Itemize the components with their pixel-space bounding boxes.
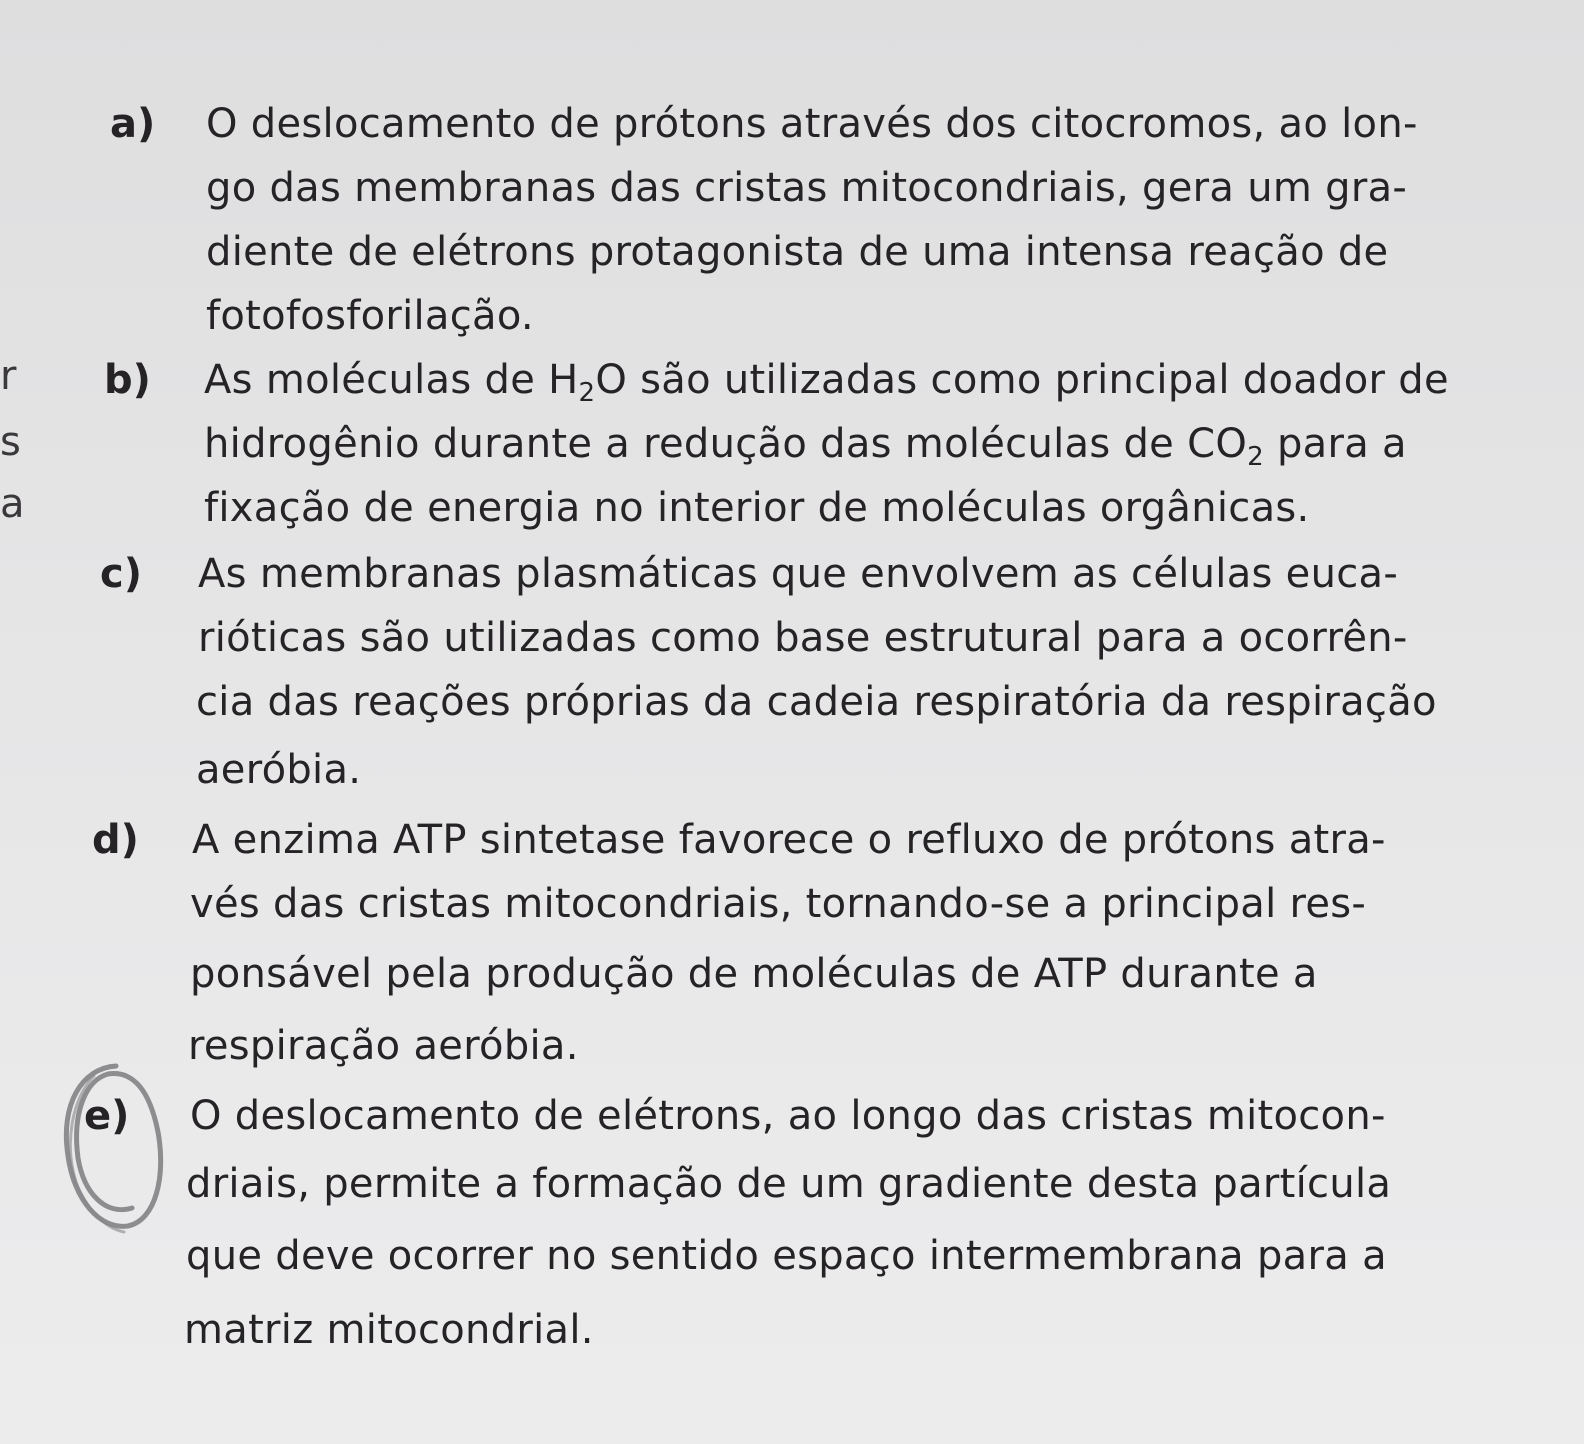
option-c-line: aeróbia. xyxy=(196,747,362,793)
option-a-line: fotofosforilação. xyxy=(206,293,534,339)
option-a-letter: a) xyxy=(110,101,156,147)
subscript: 2 xyxy=(578,378,596,408)
option-c-line: As membranas plasmáticas que envolvem as células euca- xyxy=(198,551,1399,597)
option-d-line: respiração aeróbia. xyxy=(188,1023,579,1069)
margin-mark: a xyxy=(0,481,25,527)
option-c-letter: c) xyxy=(100,551,142,597)
option-b-letter: b) xyxy=(104,357,151,403)
option-d-line: vés das cristas mitocondriais, tornando-se a principal res- xyxy=(190,881,1367,927)
option-d-letter: d) xyxy=(92,817,139,863)
subscript: 2 xyxy=(1247,442,1264,472)
option-b-line-2 xyxy=(204,420,1407,481)
option-a-line: diente de elétrons protagonista de uma intensa reação de xyxy=(206,229,1389,275)
option-c-line: cia das reações próprias da cadeia respiratória da respiração xyxy=(196,679,1437,725)
text-segment: O são utilizadas como principal doador de xyxy=(595,357,1449,403)
option-d-line: ponsável pela produção de moléculas de ATP durante a xyxy=(190,951,1318,997)
option-e-letter: e) xyxy=(84,1093,130,1139)
option-a-line: go das membranas das cristas mitocondriais, gera um gra- xyxy=(206,165,1408,211)
option-e-line: O deslocamento de elétrons, ao longo das cristas mitocon- xyxy=(190,1093,1386,1139)
margin-mark: s xyxy=(0,419,21,465)
text-segment: As moléculas de H xyxy=(204,357,579,403)
text-segment: para a xyxy=(1263,421,1407,467)
option-b-line-1 xyxy=(204,356,1449,417)
option-e-line: que deve ocorrer no sentido espaço intermembrana para a xyxy=(186,1233,1387,1279)
option-d-line: A enzima ATP sintetase favorece o refluxo de prótons atra- xyxy=(192,817,1386,863)
option-a-line: O deslocamento de prótons através dos citocromos, ao lon- xyxy=(206,101,1418,147)
pencil-circle-mark xyxy=(54,1058,172,1236)
margin-mark: r xyxy=(0,353,17,399)
option-e-line: driais, permite a formação de um gradiente desta partícula xyxy=(186,1161,1392,1207)
option-b-line-3: fixação de energia no interior de moléculas orgânicas. xyxy=(204,485,1310,531)
option-e-line: matriz mitocondrial. xyxy=(184,1307,594,1353)
option-c-line: rióticas são utilizadas como base estrutural para a ocorrên- xyxy=(198,615,1408,661)
text-segment: hidrogênio durante a redução das moléculas de CO xyxy=(204,421,1248,467)
